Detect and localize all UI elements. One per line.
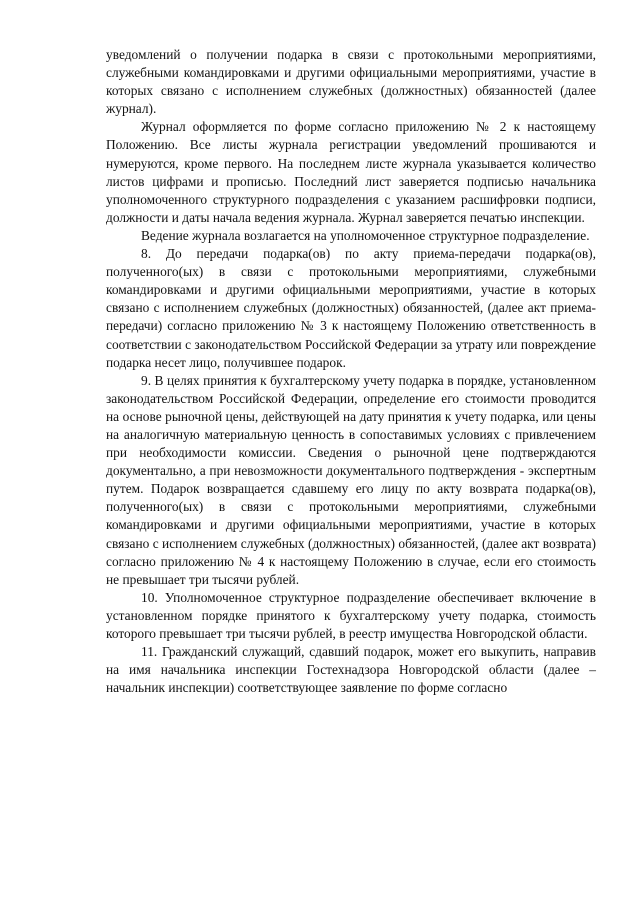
document-page bbox=[106, 46, 596, 697]
paragraph-3: Ведение журнала возлагается на уполномоченное структурное подразделение. bbox=[141, 227, 590, 243]
paragraph-6: 10. Уполномоченное структурное подразделение обеспечивает включение в установленном порядке принятого к бухгалтерскому учету подарка, стоимость которого превышает три тысячи рублей, в реестр имущества Новгородской области. bbox=[106, 589, 596, 641]
paragraph-4: 8. До передачи подарка(ов) по акту приема-передачи подарка(ов), полученного(ых) в связи с протокольными мероприятиями, служебными командировками и другими официальными мероприятиями, участие в которых связано с исполнением служебных (должностных) обязанностей, (далее акт приема-передачи) согласно приложению № 3 к настоящему Положению ответственность в соответствии с законодательством Российской Федерации за утрату или повреждение подарка несет лицо, получившее подарок. bbox=[106, 246, 596, 370]
paragraph-1: уведомлений о получении подарка в связи с протокольными мероприятиями, служебными командировками и другими официальными мероприятиями, участие в которых связано с исполнением служебных (должностных) обязанностей (далее журнал). bbox=[106, 47, 596, 117]
paragraph-7: 11. Гражданский служащий, сдавший подарок, может его выкупить, направив на имя начальника инспекции Гостехнадзора Новгородской области (далее – начальник инспекции) соответствующее заявление по форме согласно bbox=[106, 644, 596, 696]
paragraph-2: Журнал оформляется по форме согласно приложению № 2 к настоящему Положению. Все листы журнала регистрации уведомлений прошиваются и нумеруются, кроме первого. На последнем листе журнала указывается количество листов цифрами и прописью. Последний лист заверяется подписью начальника уполномоченного структурного подразделения с указанием расшифровки подписи, должности и даты начала ведения журнала. Журнал заверяется печатью инспекции. bbox=[106, 119, 596, 225]
paragraph-5: 9. В целях принятия к бухгалтерскому учету подарка в порядке, установленном законодательством Российской Федерации, определение его стоимости проводится на основе рыночной цены, действующей на дату принятия к учету подарка, или цены на аналогичную материальную ценность в сопоставимых условиях с привлечением при необходимости комиссии. Сведения о рыночной цене подтверждаются документально, а при невозможности документального подтверждения - экспертным путем. Подарок возвращается сдавшему его лицу по акту возврата подарка(ов), полученного(ых) в связи с протокольными мероприятиями, служебными командировками и другими официальными мероприятиями, участие в которых связано с исполнением служебных (должностных) обязанностей, (далее акт возврата) согласно приложению № 4 к настоящему Положению в случае, если его стоимость не превышает три тысячи рублей. bbox=[106, 372, 596, 587]
